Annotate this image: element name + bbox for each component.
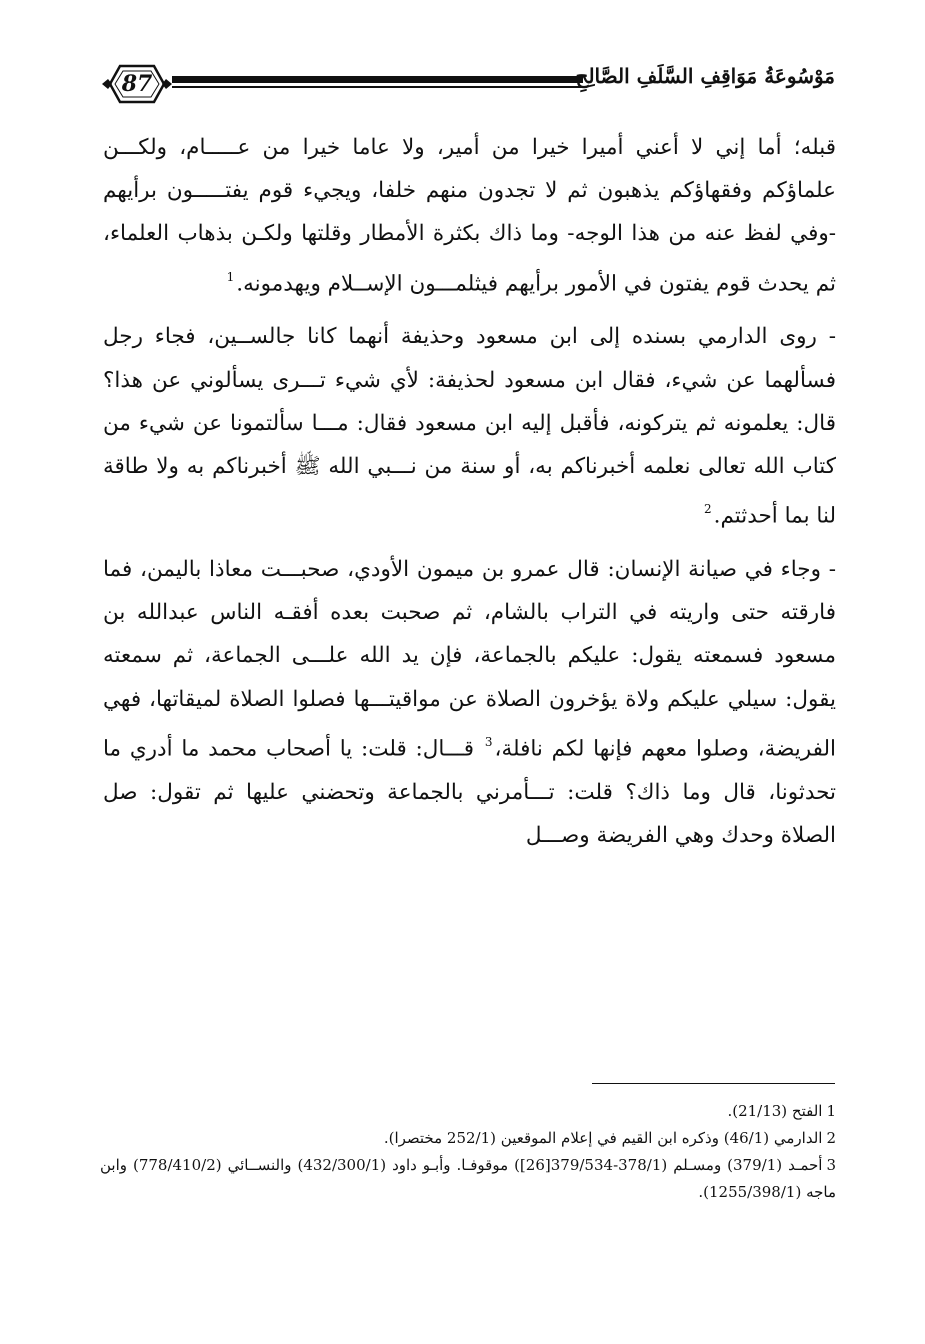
paragraph-text: - وجاء في صيانة الإنسان: قال عمرو بن ميمون الأودي، صحبـــت معاذا باليمن، فما فارقته حتى واريته في التراب بالشام، ثم صحبت بعده أفقـه الناس عبدالله بن مسعود فسمعته يقول: عليكم بالجماعة، فإن يد الله علـــى الجماعة، ثم سمعته يقول: سيلي عليكم ولاة يؤخرون الصلاة عن مواقيتـــها فصلوا الصلاة لميقاتها، فهي الفريضة، وصلوا معهم فإنها لكم نافلة، — [103, 557, 837, 762]
footnote — [100, 1152, 836, 1206]
footnote-number: 3 — [826, 1156, 836, 1174]
paragraph — [103, 315, 836, 538]
paragraph-text: - روى الدارمي بسنده إلى ابن مسعود وحذيفة أنهما كانا جالســين، فجاء رجل فسألهما عن شيء، فقال ابن مسعود لحذيفة: لأي شيء تـــرى يسألوني عن هذا؟ قال: يعلمونه ثم يتركونه، فأقبل إليه ابن مسعود فقال: مـــا سألتمونا عن شيء من كتاب الله تعالى نعلمه أخبرناكم به، أو سنة من نـــبي الله ﷺ أخبرناكم به ولا طاقة لنا بما أحدثتم. — [103, 324, 836, 529]
page-header — [100, 60, 835, 110]
footnote-text: الفتح (21/13). — [727, 1102, 823, 1120]
page-number: 87 — [121, 71, 153, 97]
footnote — [100, 1098, 836, 1125]
footnotes — [100, 1098, 836, 1206]
paragraph — [103, 126, 836, 305]
footnote-ref: 1 — [226, 269, 235, 284]
main-text — [103, 126, 836, 857]
book-title: مَوْسُوعَةُ مَوَاقِفِ السَّلَفِ الصَّالِحِ — [575, 64, 835, 88]
header-rule — [172, 76, 583, 89]
footnote-ref: 2 — [703, 502, 712, 517]
paragraph — [103, 548, 836, 857]
paragraph-text: قـــال: قلت: يا أصحاب محمد ما أدري ما تحدثونا، قال وما ذاك؟ قلت: تـــأمرني بالجماعة وتحضني عليها ثم تقول: صل الصلاة وحدك وهي الفريضة وصـــل — [103, 736, 836, 848]
footnote-number: 1 — [826, 1102, 836, 1120]
footnote — [100, 1125, 836, 1152]
footnote-ref: 3 — [484, 734, 493, 749]
footnote-text: الدارمي (46/1) وذكره ابن القيم في إعلام الموقعين (252/1 مختصرا). — [383, 1129, 823, 1147]
paragraph-text: قبله؛ أما إني لا أعني أميرا خيرا من أمير، ولا عاما خيرا من عـــــام، ولكـــن علماؤكم وفقهاؤكم يذهبون ثم لا تجدون منهم خلفا، ويجيء قوم يفتـــــون برأيهم -وفي لفظ عنه من هذا الوجه- وما ذاك بكثرة الأمطار وقلتها ولكـن بذهاب العلماء، ثم يحدث قوم يفتون في الأمور برأيهم فيثلمـــون الإســلام ويهدمونه. — [103, 135, 836, 297]
page-number-badge — [100, 60, 174, 108]
footnote-number: 2 — [826, 1129, 836, 1147]
footnote-separator — [592, 1083, 835, 1084]
footnote-text: أحمـد (379/1) ومسـلم (378/1-379/534[26]) موقوفـا. وأبـو داود (432/300/1) والنســائي (778/410/2) وابن ماجه (1255/398/1). — [100, 1156, 836, 1201]
